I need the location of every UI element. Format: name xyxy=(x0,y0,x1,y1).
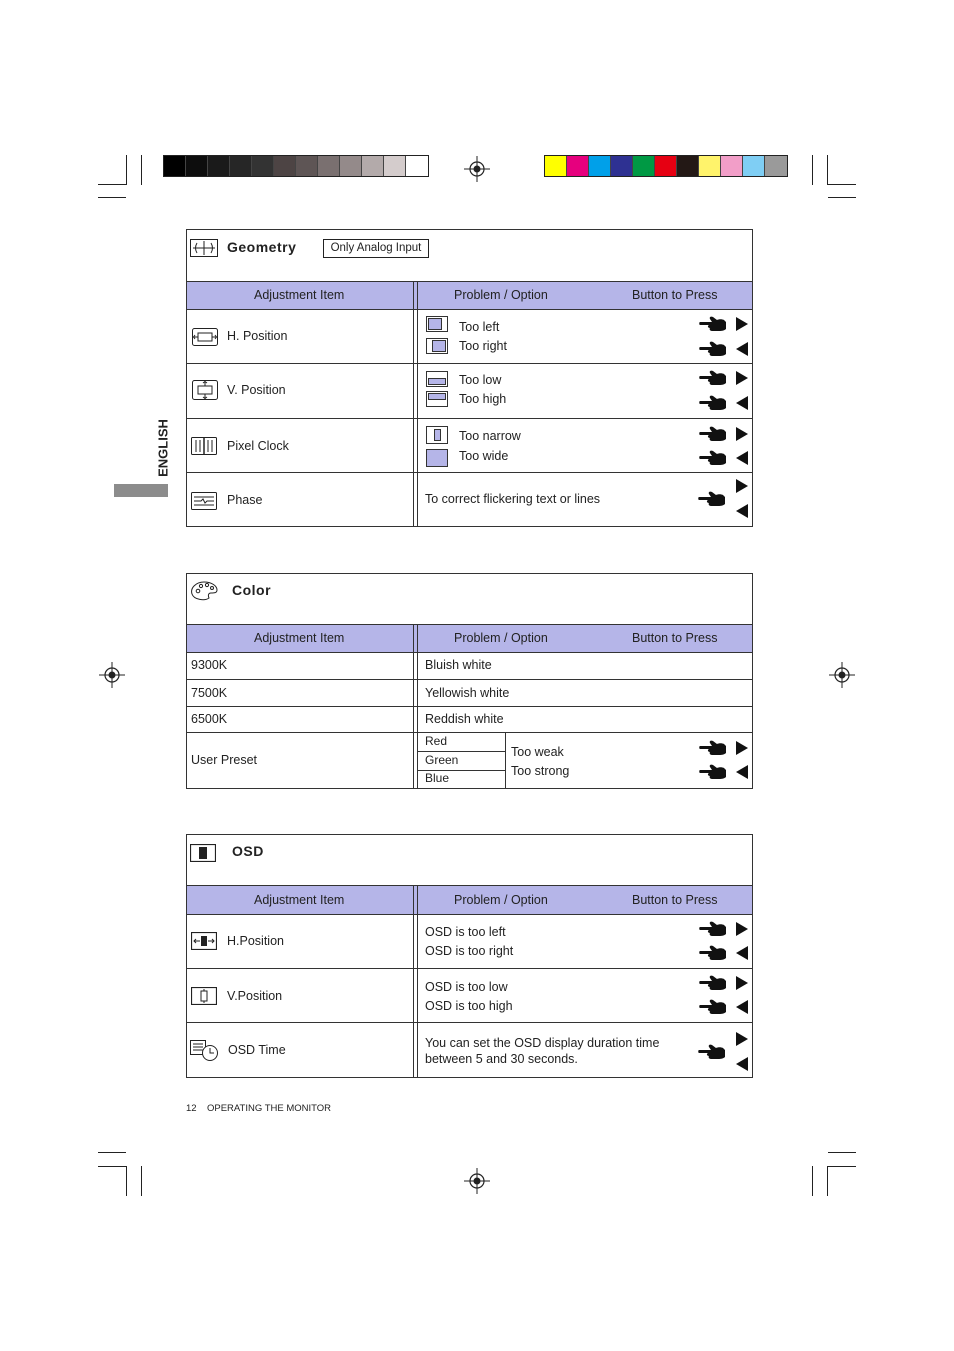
hand-pointer-icon xyxy=(699,998,727,1016)
hand-pointer-icon xyxy=(698,1043,726,1061)
registration-mark-icon xyxy=(464,156,490,182)
table-header xyxy=(187,624,752,653)
arrow-right-icon xyxy=(736,741,748,755)
color-swatch xyxy=(699,156,721,176)
language-tab: ENGLISH xyxy=(155,419,171,477)
hand-pointer-icon xyxy=(699,449,727,467)
color-swatch xyxy=(186,156,208,176)
color-swatch xyxy=(318,156,340,176)
option-text: Bluish white xyxy=(425,658,492,672)
section-title: OSD xyxy=(232,843,264,859)
hand-pointer-icon xyxy=(699,739,727,757)
too-right-indicator xyxy=(426,338,448,354)
row-divider xyxy=(187,418,752,419)
registration-mark-icon xyxy=(99,662,125,688)
color-swatch xyxy=(384,156,406,176)
column-divider xyxy=(413,281,418,527)
arrow-left-icon xyxy=(736,451,748,465)
arrow-right-icon xyxy=(736,976,748,990)
color-swatch xyxy=(677,156,699,176)
language-tab-bar xyxy=(114,484,168,497)
geometry-icon xyxy=(190,239,218,257)
option-text: You can set the OSD display duration time xyxy=(425,1036,660,1050)
option-text: Too right xyxy=(459,339,507,353)
process-color-bar xyxy=(544,155,788,177)
arrow-right-icon xyxy=(736,427,748,441)
option-text: Too high xyxy=(459,392,507,406)
color-swatch xyxy=(633,156,655,176)
channel-divider xyxy=(505,732,506,789)
color-swatch xyxy=(545,156,567,176)
color-swatch xyxy=(589,156,611,176)
adjustment-item: 6500K xyxy=(191,712,228,726)
col-problem-option: Problem / Option xyxy=(454,631,548,645)
too-high-indicator xyxy=(426,391,448,407)
analog-only-badge: Only Analog Input xyxy=(323,239,429,258)
arrow-left-icon xyxy=(736,1057,748,1071)
color-swatch xyxy=(743,156,765,176)
arrow-left-icon xyxy=(736,342,748,356)
hand-pointer-icon xyxy=(699,394,727,412)
adjustment-item: H.Position xyxy=(227,934,284,948)
osd-h-position-icon xyxy=(191,932,217,950)
adjustment-item: Pixel Clock xyxy=(227,439,289,453)
too-low-indicator xyxy=(426,371,448,387)
row-divider xyxy=(187,679,752,680)
color-palette-icon xyxy=(190,581,218,601)
hand-pointer-icon xyxy=(699,763,727,781)
color-swatch xyxy=(362,156,384,176)
arrow-left-icon xyxy=(736,1000,748,1014)
footer-section-title: OPERATING THE MONITOR xyxy=(207,1103,332,1114)
color-swatch xyxy=(611,156,633,176)
color-swatch xyxy=(567,156,589,176)
section-title: Geometry xyxy=(227,239,297,255)
col-adjustment-item: Adjustment Item xyxy=(254,893,345,907)
hand-pointer-icon xyxy=(699,315,727,333)
col-problem-option: Problem / Option xyxy=(454,893,548,907)
v-position-icon xyxy=(192,380,218,400)
hand-pointer-icon xyxy=(699,340,727,358)
adjustment-item: OSD Time xyxy=(228,1043,286,1057)
adjustment-item: User Preset xyxy=(191,753,257,767)
color-swatch xyxy=(208,156,230,176)
color-swatch xyxy=(655,156,677,176)
column-divider xyxy=(413,885,418,1078)
option-text: Too left xyxy=(459,320,500,334)
col-adjustment-item: Adjustment Item xyxy=(254,288,345,302)
col-button-to-press: Button to Press xyxy=(632,288,718,302)
color-swatch xyxy=(340,156,362,176)
color-swatch xyxy=(274,156,296,176)
arrow-left-icon xyxy=(736,765,748,779)
option-text: Too low xyxy=(459,373,502,387)
adjustment-item: V.Position xyxy=(227,989,283,1003)
col-adjustment-item: Adjustment Item xyxy=(254,631,345,645)
option-text: OSD is too right xyxy=(425,944,514,958)
adjustment-item: V. Position xyxy=(227,383,286,397)
osd-section xyxy=(186,834,753,1078)
color-swatch xyxy=(721,156,743,176)
table-header xyxy=(187,885,752,915)
option-text: To correct flickering text or lines xyxy=(425,492,601,506)
color-section xyxy=(186,573,753,789)
registration-mark-icon xyxy=(829,662,855,688)
col-problem-option: Problem / Option xyxy=(454,288,548,302)
too-left-indicator xyxy=(426,316,448,332)
color-swatch xyxy=(230,156,252,176)
arrow-right-icon xyxy=(736,371,748,385)
color-swatch xyxy=(406,156,428,176)
option-text: Reddish white xyxy=(425,712,504,726)
color-swatch xyxy=(765,156,787,176)
color-swatch xyxy=(164,156,186,176)
option-text: OSD is too high xyxy=(425,999,513,1013)
row-divider xyxy=(187,706,752,707)
too-narrow-indicator xyxy=(426,426,448,444)
row-divider xyxy=(187,1022,752,1023)
table-header xyxy=(187,281,752,310)
option-text: Yellowish white xyxy=(425,686,510,700)
arrow-right-icon xyxy=(736,479,748,493)
arrow-left-icon xyxy=(736,396,748,410)
adjustment-item: Phase xyxy=(227,493,263,507)
row-divider xyxy=(187,968,752,969)
color-swatch xyxy=(296,156,318,176)
osd-icon xyxy=(190,844,216,862)
adjustment-item: H. Position xyxy=(227,329,288,343)
arrow-right-icon xyxy=(736,1032,748,1046)
hand-pointer-icon xyxy=(699,369,727,387)
option-text: Too wide xyxy=(459,449,509,463)
arrow-right-icon xyxy=(736,317,748,331)
hand-pointer-icon xyxy=(699,920,727,938)
color-swatch xyxy=(252,156,274,176)
col-button-to-press: Button to Press xyxy=(632,631,718,645)
hand-pointer-icon xyxy=(699,944,727,962)
row-divider xyxy=(187,732,752,733)
too-wide-indicator xyxy=(426,449,448,467)
channel-row-divider xyxy=(418,751,506,752)
section-title: Color xyxy=(232,582,272,598)
adjustment-item: 9300K xyxy=(191,658,228,672)
adjustment-item: 7500K xyxy=(191,686,228,700)
pixel-clock-icon xyxy=(191,437,217,455)
registration-mark-icon xyxy=(464,1168,490,1194)
option-text: Too weak xyxy=(511,745,564,759)
channel-green: Green xyxy=(425,753,459,767)
arrow-left-icon xyxy=(736,946,748,960)
phase-icon xyxy=(191,492,217,510)
row-divider xyxy=(187,363,752,364)
h-position-icon xyxy=(192,328,218,346)
channel-blue: Blue xyxy=(425,771,450,785)
row-divider xyxy=(187,472,752,473)
option-text: OSD is too left xyxy=(425,925,506,939)
option-text: between 5 and 30 seconds. xyxy=(425,1052,578,1066)
hand-pointer-icon xyxy=(699,425,727,443)
col-button-to-press: Button to Press xyxy=(632,893,718,907)
option-text: Too narrow xyxy=(459,429,521,443)
channel-red: Red xyxy=(425,734,448,748)
grayscale-color-bar xyxy=(163,155,429,177)
hand-pointer-icon xyxy=(699,974,727,992)
option-text: OSD is too low xyxy=(425,980,508,994)
hand-pointer-icon xyxy=(698,490,726,508)
page-number: 12 xyxy=(186,1103,197,1114)
osd-v-position-icon xyxy=(191,987,217,1005)
arrow-right-icon xyxy=(736,922,748,936)
option-text: Too strong xyxy=(511,764,570,778)
osd-time-icon xyxy=(190,1040,220,1062)
arrow-left-icon xyxy=(736,504,748,518)
geometry-section xyxy=(186,229,753,527)
